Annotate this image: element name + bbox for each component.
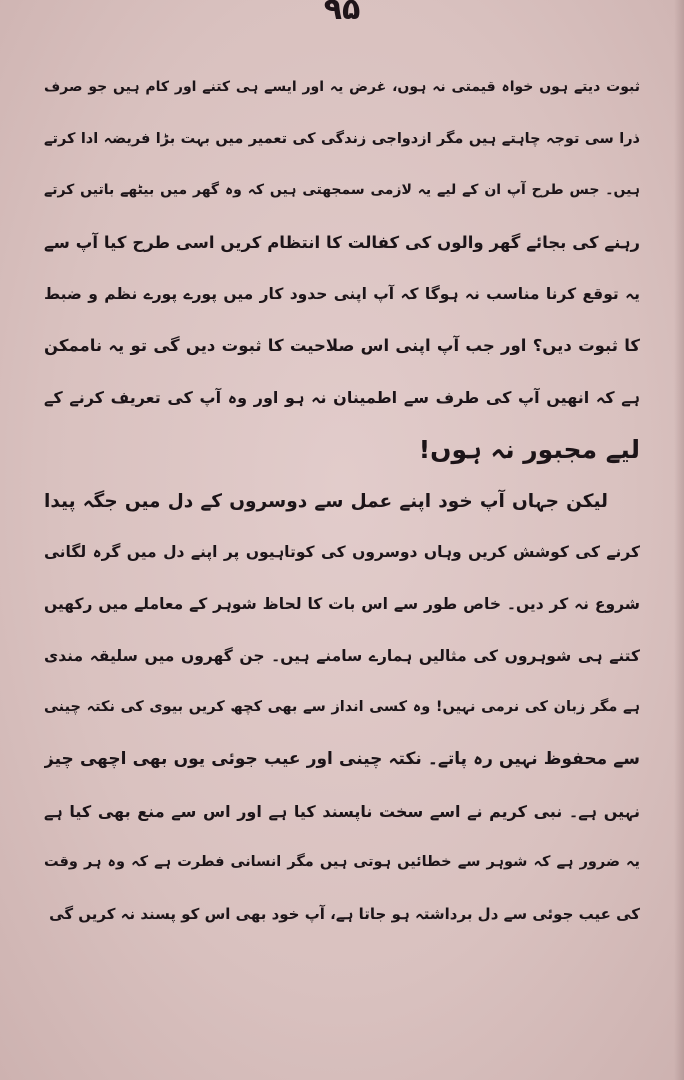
text-line: کا ثبوت دیں؟ اور جب آپ اپنی اس صلاحیت کا ثبوت دیں گی تو یہ ناممکن bbox=[44, 336, 640, 356]
text-line: کتنے ہی شوہروں کی مثالیں ہمارے سامنے ہیں۔ جن گھروں میں سلیقہ مندی bbox=[44, 646, 640, 665]
text-line: ہے کہ انھیں آپ کی طرف سے اطمینان نہ ہو اور وہ آپ کی تعریف کرنے کے bbox=[44, 388, 640, 408]
page-number: ۹۵ bbox=[323, 0, 361, 27]
body-text bbox=[44, 62, 640, 941]
text-line: کرنے کی کوشش کریں وہاں دوسروں کی کوتاہیوں پر اپنے دل میں گرہ لگانی bbox=[44, 543, 640, 562]
paragraph-2 bbox=[44, 476, 640, 941]
text-line: ہیں۔ جس طرح آپ ان کے لیے یہ لازمی سمجھتی ہیں کہ وہ گھر میں بیٹھے باتیں کرتے bbox=[44, 182, 640, 199]
text-line: ذرا سی توجہ چاہتے ہیں مگر ازدواجی زندگی کی تعمیر میں بہت بڑا فریضہ ادا کرتے bbox=[44, 130, 640, 147]
text-line: نہیں ہے۔ نبی کریم نے اسے سخت ناپسند کیا ہے اور اس سے منع بھی کیا ہے bbox=[44, 801, 640, 821]
text-line: یہ توقع کرنا مناسب نہ ہوگا کہ آپ اپنی حدود کار میں پورے پورے نظم و ضبط bbox=[44, 284, 640, 303]
paragraph-1 bbox=[44, 62, 640, 476]
text-line: ثبوت دیتے ہوں خواہ قیمتی نہ ہوں، غرض یہ اور ایسے ہی کتنے اور کام ہیں جو صرف bbox=[44, 79, 640, 95]
text-line: شروع نہ کر دیں۔ خاص طور سے اس بات کا لحاظ شوہر کے معاملے میں رکھیں bbox=[44, 594, 640, 613]
text-line: کی عیب جوئی سے دل برداشتہ ہو جاتا ہے، آپ خود بھی اس کو پسند نہ کریں گی bbox=[49, 905, 640, 923]
text-line: رہنے کی بجائے گھر والوں کی کفالت کا انتظام کریں اسی طرح کیا آپ سے bbox=[44, 233, 640, 253]
text-line: یہ ضرور ہے کہ شوہر سے خطائیں ہوتی ہیں مگر انسانی فطرت ہے کہ وہ ہر وقت bbox=[44, 854, 640, 871]
text-line: لیے مجبور نہ ہوں! bbox=[418, 434, 640, 464]
page-edge-shadow bbox=[674, 0, 684, 1080]
text-line: سے محفوظ نہیں رہ پاتے۔ نکتہ چینی اور عیب جوئی یوں بھی اچھی چیز bbox=[44, 748, 640, 769]
text-line: ہے مگر زبان کی نرمی نہیں! وہ کسی انداز سے بھی کچھ کریں بیوی کی نکتہ چینی bbox=[44, 699, 640, 716]
text-line: لیکن جہاں آپ خود اپنے عمل سے دوسروں کے دل میں جگہ پیدا bbox=[44, 490, 608, 512]
